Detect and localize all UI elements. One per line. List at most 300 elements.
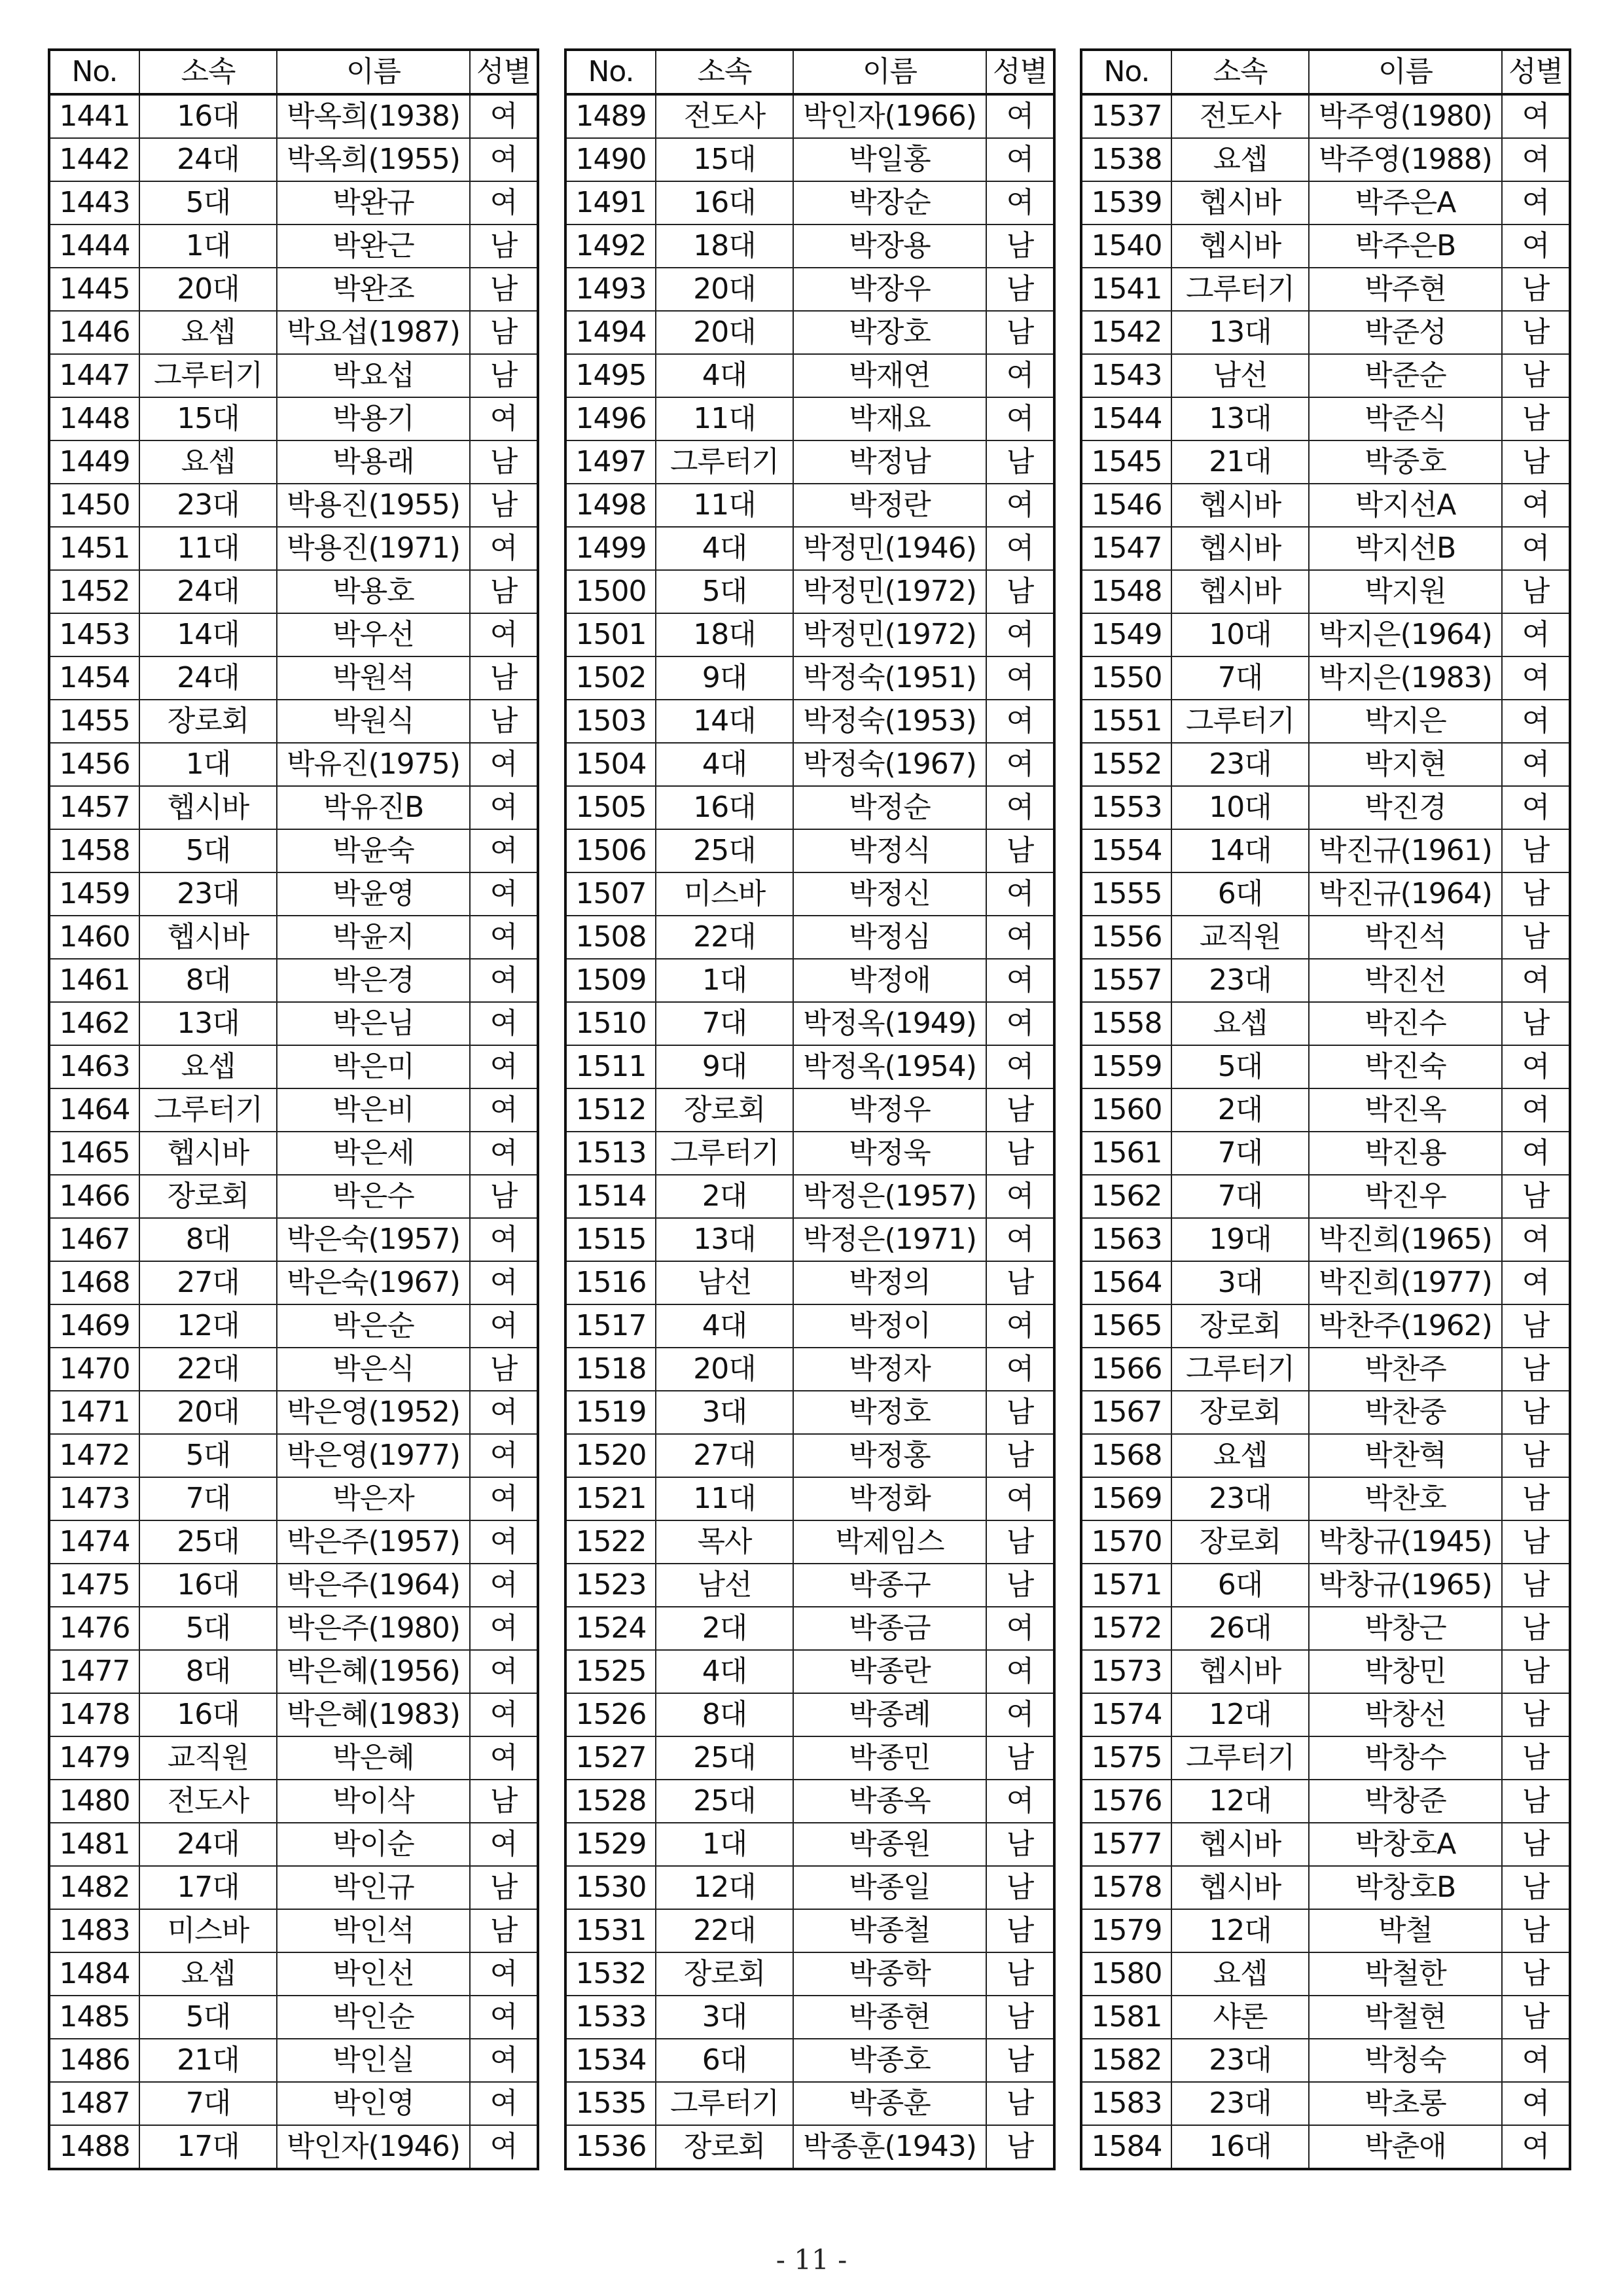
cell-no: 1469 [49, 1304, 139, 1348]
table-row [565, 1261, 1054, 1304]
table-row [1081, 2039, 1570, 2082]
cell-name: 박정옥(1949) [793, 1002, 986, 1045]
cell-gender: 남 [1502, 1909, 1570, 1952]
cell-name: 박인자(1946) [277, 2125, 470, 2169]
cell-gender: 여 [470, 959, 538, 1002]
cell-no: 1458 [49, 829, 139, 872]
cell-name: 박장순 [793, 181, 986, 224]
table-row [49, 224, 538, 268]
table-row [1081, 268, 1570, 311]
cell-name: 박진용 [1309, 1132, 1502, 1175]
cell-group: 남선 [656, 1261, 793, 1304]
cell-no: 1447 [49, 354, 139, 397]
cell-gender: 남 [1502, 397, 1570, 440]
cell-group: 요셉 [1171, 1952, 1309, 1996]
cell-no: 1583 [1081, 2082, 1171, 2125]
cell-group: 10대 [1171, 786, 1309, 829]
cell-group: 24대 [139, 656, 277, 700]
cell-gender: 남 [986, 1823, 1054, 1866]
cell-no: 1545 [1081, 440, 1171, 484]
table-row [565, 1996, 1054, 2039]
cell-no: 1508 [565, 916, 656, 959]
cell-no: 1513 [565, 1132, 656, 1175]
cell-no: 1544 [1081, 397, 1171, 440]
cell-group: 장로회 [139, 700, 277, 743]
cell-gender: 여 [1502, 138, 1570, 181]
cell-name: 박정민(1972) [793, 613, 986, 656]
cell-name: 박요섭(1987) [277, 311, 470, 354]
table-row [1081, 1564, 1570, 1607]
cell-no: 1457 [49, 786, 139, 829]
cell-group: 요셉 [139, 1045, 277, 1088]
cell-no: 1569 [1081, 1477, 1171, 1520]
cell-name: 박진선 [1309, 959, 1502, 1002]
cell-no: 1460 [49, 916, 139, 959]
cell-group: 18대 [656, 613, 793, 656]
cell-group: 미스바 [139, 1909, 277, 1952]
cell-no: 1573 [1081, 1650, 1171, 1693]
cell-gender: 남 [986, 1736, 1054, 1780]
table-row [565, 94, 1054, 138]
cell-gender: 남 [1502, 1348, 1570, 1391]
cell-no: 1538 [1081, 138, 1171, 181]
cell-no: 1441 [49, 94, 139, 138]
cell-name: 박정숙(1967) [793, 743, 986, 786]
cell-no: 1568 [1081, 1434, 1171, 1477]
cell-gender: 남 [986, 1132, 1054, 1175]
table-row [565, 829, 1054, 872]
table-row [49, 743, 538, 786]
cell-gender: 남 [470, 1909, 538, 1952]
cell-gender: 여 [470, 1045, 538, 1088]
table-row [565, 1477, 1054, 1520]
cell-name: 박종구 [793, 1564, 986, 1607]
cell-gender: 남 [470, 440, 538, 484]
cell-gender: 남 [986, 570, 1054, 613]
cell-name: 박정순 [793, 786, 986, 829]
cell-group: 1대 [139, 743, 277, 786]
cell-group: 2대 [656, 1607, 793, 1650]
cell-group: 전도사 [1171, 94, 1309, 138]
cell-no: 1472 [49, 1434, 139, 1477]
cell-no: 1523 [565, 1564, 656, 1607]
cell-no: 1517 [565, 1304, 656, 1348]
cell-name: 박진규(1964) [1309, 872, 1502, 916]
cell-no: 1496 [565, 397, 656, 440]
table-row [1081, 570, 1570, 613]
table-row [1081, 829, 1570, 872]
table-row [1081, 1175, 1570, 1218]
cell-gender: 여 [470, 1823, 538, 1866]
cell-group: 4대 [656, 354, 793, 397]
table-header-row [565, 50, 1054, 94]
cell-group: 23대 [139, 484, 277, 527]
table-row [565, 1391, 1054, 1434]
table-row [49, 1002, 538, 1045]
cell-name: 박은숙(1967) [277, 1261, 470, 1304]
cell-no: 1540 [1081, 224, 1171, 268]
cell-no: 1533 [565, 1996, 656, 2039]
cell-group: 13대 [139, 1002, 277, 1045]
cell-gender: 여 [986, 94, 1054, 138]
cell-gender: 남 [470, 484, 538, 527]
cell-no: 1509 [565, 959, 656, 1002]
header-gender: 성별 [470, 50, 538, 94]
cell-group: 12대 [1171, 1780, 1309, 1823]
cell-name: 박주은A [1309, 181, 1502, 224]
table-row [1081, 1088, 1570, 1132]
cell-gender: 여 [470, 916, 538, 959]
cell-gender: 여 [1502, 1132, 1570, 1175]
table-row [565, 1736, 1054, 1780]
cell-name: 박은주(1957) [277, 1520, 470, 1564]
cell-no: 1575 [1081, 1736, 1171, 1780]
cell-group: 8대 [656, 1693, 793, 1736]
cell-no: 1488 [49, 2125, 139, 2169]
table-row [49, 786, 538, 829]
cell-gender: 남 [986, 1088, 1054, 1132]
cell-group: 장로회 [1171, 1304, 1309, 1348]
table-row [1081, 1434, 1570, 1477]
cell-no: 1584 [1081, 2125, 1171, 2169]
table-row [565, 1952, 1054, 1996]
cell-group: 16대 [139, 1693, 277, 1736]
table-row [565, 872, 1054, 916]
header-gender: 성별 [1502, 50, 1570, 94]
table-row [565, 2125, 1054, 2169]
cell-group: 5대 [656, 570, 793, 613]
cell-gender: 여 [470, 1304, 538, 1348]
cell-no: 1480 [49, 1780, 139, 1823]
cell-group: 16대 [656, 786, 793, 829]
cell-group: 26대 [1171, 1607, 1309, 1650]
cell-name: 박정욱 [793, 1132, 986, 1175]
cell-no: 1556 [1081, 916, 1171, 959]
table-row [49, 440, 538, 484]
table-row [49, 1650, 538, 1693]
cell-group: 1대 [139, 224, 277, 268]
cell-group: 7대 [1171, 656, 1309, 700]
table-row [565, 1823, 1054, 1866]
cell-group: 요셉 [1171, 138, 1309, 181]
cell-name: 박은자 [277, 1477, 470, 1520]
cell-group: 14대 [139, 613, 277, 656]
cell-no: 1507 [565, 872, 656, 916]
cell-gender: 남 [1502, 1780, 1570, 1823]
table-row [565, 786, 1054, 829]
cell-gender: 남 [1502, 916, 1570, 959]
cell-group: 5대 [139, 1434, 277, 1477]
cell-group: 12대 [1171, 1693, 1309, 1736]
header-group: 소속 [139, 50, 277, 94]
cell-name: 박은영(1977) [277, 1434, 470, 1477]
cell-gender: 남 [986, 1996, 1054, 2039]
table-row [565, 527, 1054, 570]
cell-no: 1555 [1081, 872, 1171, 916]
cell-name: 박정은(1971) [793, 1218, 986, 1261]
cell-no: 1516 [565, 1261, 656, 1304]
cell-group: 장로회 [656, 1952, 793, 1996]
table-row [1081, 1261, 1570, 1304]
cell-gender: 여 [986, 181, 1054, 224]
cell-name: 박진우 [1309, 1175, 1502, 1218]
cell-no: 1553 [1081, 786, 1171, 829]
table-row [1081, 656, 1570, 700]
cell-name: 박창근 [1309, 1607, 1502, 1650]
table-row [565, 1693, 1054, 1736]
table-row [565, 1520, 1054, 1564]
cell-name: 박정의 [793, 1261, 986, 1304]
cell-group: 11대 [139, 527, 277, 570]
cell-gender: 여 [986, 1002, 1054, 1045]
cell-no: 1524 [565, 1607, 656, 1650]
cell-name: 박지원 [1309, 570, 1502, 613]
table-row [1081, 224, 1570, 268]
table-row [49, 829, 538, 872]
cell-no: 1448 [49, 397, 139, 440]
cell-no: 1453 [49, 613, 139, 656]
cell-no: 1521 [565, 1477, 656, 1520]
table-row [565, 613, 1054, 656]
cell-name: 박윤숙 [277, 829, 470, 872]
cell-name: 박철 [1309, 1909, 1502, 1952]
cell-gender: 남 [470, 224, 538, 268]
cell-group: 25대 [139, 1520, 277, 1564]
table-header-row [49, 50, 538, 94]
cell-no: 1511 [565, 1045, 656, 1088]
cell-gender: 여 [470, 138, 538, 181]
cell-group: 그루터기 [656, 2082, 793, 2125]
table-row [1081, 138, 1570, 181]
cell-no: 1541 [1081, 268, 1171, 311]
cell-group: 22대 [656, 1909, 793, 1952]
cell-name: 박주영(1988) [1309, 138, 1502, 181]
cell-gender: 남 [470, 1866, 538, 1909]
cell-no: 1539 [1081, 181, 1171, 224]
table-row [49, 1996, 538, 2039]
table-row [1081, 1952, 1570, 1996]
cell-gender: 여 [986, 1477, 1054, 1520]
cell-gender: 남 [986, 1564, 1054, 1607]
cell-group: 그루터기 [656, 1132, 793, 1175]
cell-group: 전도사 [139, 1780, 277, 1823]
cell-name: 박종원 [793, 1823, 986, 1866]
table-row [1081, 484, 1570, 527]
cell-group: 5대 [139, 1996, 277, 2039]
cell-gender: 여 [986, 656, 1054, 700]
cell-name: 박정호 [793, 1391, 986, 1434]
cell-no: 1489 [565, 94, 656, 138]
cell-group: 요셉 [1171, 1434, 1309, 1477]
cell-no: 1494 [565, 311, 656, 354]
cell-no: 1528 [565, 1780, 656, 1823]
cell-no: 1549 [1081, 613, 1171, 656]
cell-gender: 남 [470, 1780, 538, 1823]
cell-group: 3대 [1171, 1261, 1309, 1304]
table-row [1081, 1520, 1570, 1564]
cell-name: 박인실 [277, 2039, 470, 2082]
header-group: 소속 [656, 50, 793, 94]
cell-gender: 여 [470, 1477, 538, 1520]
cell-name: 박창수 [1309, 1736, 1502, 1780]
cell-no: 1547 [1081, 527, 1171, 570]
cell-no: 1454 [49, 656, 139, 700]
cell-gender: 여 [470, 829, 538, 872]
cell-group: 9대 [656, 1045, 793, 1088]
cell-no: 1456 [49, 743, 139, 786]
table-row [49, 1736, 538, 1780]
cell-group: 6대 [1171, 1564, 1309, 1607]
table-row [1081, 1650, 1570, 1693]
cell-name: 박인영 [277, 2082, 470, 2125]
cell-name: 박찬혁 [1309, 1434, 1502, 1477]
cell-group: 그루터기 [656, 440, 793, 484]
cell-gender: 남 [986, 1909, 1054, 1952]
cell-name: 박종란 [793, 1650, 986, 1693]
cell-no: 1474 [49, 1520, 139, 1564]
cell-group: 요셉 [139, 1952, 277, 1996]
table-row [565, 1650, 1054, 1693]
table-row [1081, 1780, 1570, 1823]
header-no: No. [1081, 50, 1171, 94]
cell-gender: 남 [1502, 440, 1570, 484]
table-row [1081, 354, 1570, 397]
cell-group: 남선 [1171, 354, 1309, 397]
table-row [565, 1434, 1054, 1477]
cell-group: 5대 [1171, 1045, 1309, 1088]
cell-name: 박용래 [277, 440, 470, 484]
cell-no: 1468 [49, 1261, 139, 1304]
cell-group: 18대 [656, 224, 793, 268]
cell-gender: 여 [1502, 786, 1570, 829]
cell-gender: 여 [986, 1175, 1054, 1218]
cell-group: 17대 [139, 1866, 277, 1909]
cell-group: 3대 [656, 1996, 793, 2039]
cell-gender: 여 [470, 2082, 538, 2125]
cell-gender: 남 [986, 829, 1054, 872]
cell-gender: 여 [470, 1650, 538, 1693]
cell-no: 1483 [49, 1909, 139, 1952]
table-row [49, 1045, 538, 1088]
cell-no: 1582 [1081, 2039, 1171, 2082]
cell-name: 박종민 [793, 1736, 986, 1780]
cell-no: 1567 [1081, 1391, 1171, 1434]
cell-gender: 여 [986, 527, 1054, 570]
cell-no: 1465 [49, 1132, 139, 1175]
cell-name: 박창규(1945) [1309, 1520, 1502, 1564]
cell-name: 박은혜 [277, 1736, 470, 1780]
cell-name: 박찬중 [1309, 1391, 1502, 1434]
cell-group: 6대 [1171, 872, 1309, 916]
cell-group: 장로회 [656, 1088, 793, 1132]
table-row [1081, 440, 1570, 484]
cell-gender: 남 [986, 1261, 1054, 1304]
cell-gender: 여 [470, 1952, 538, 1996]
cell-name: 박지은 [1309, 700, 1502, 743]
cell-group: 헵시바 [139, 1132, 277, 1175]
cell-name: 박준순 [1309, 354, 1502, 397]
cell-group: 장로회 [1171, 1391, 1309, 1434]
cell-group: 13대 [1171, 397, 1309, 440]
cell-gender: 남 [1502, 1650, 1570, 1693]
cell-gender: 남 [986, 311, 1054, 354]
cell-no: 1442 [49, 138, 139, 181]
cell-gender: 남 [1502, 1996, 1570, 2039]
cell-group: 4대 [656, 1304, 793, 1348]
cell-name: 박정심 [793, 916, 986, 959]
cell-name: 박창선 [1309, 1693, 1502, 1736]
cell-gender: 여 [986, 1218, 1054, 1261]
cell-no: 1577 [1081, 1823, 1171, 1866]
cell-name: 박종호 [793, 2039, 986, 2082]
table-row [49, 138, 538, 181]
cell-group: 미스바 [656, 872, 793, 916]
cell-gender: 여 [470, 527, 538, 570]
cell-name: 박종학 [793, 1952, 986, 1996]
cell-no: 1446 [49, 311, 139, 354]
cell-group: 장로회 [1171, 1520, 1309, 1564]
cell-name: 박종현 [793, 1996, 986, 2039]
cell-name: 박창호A [1309, 1823, 1502, 1866]
cell-name: 박진희(1977) [1309, 1261, 1502, 1304]
cell-no: 1563 [1081, 1218, 1171, 1261]
cell-group: 요셉 [139, 440, 277, 484]
cell-gender: 여 [986, 138, 1054, 181]
cell-name: 박원식 [277, 700, 470, 743]
table-row [1081, 2082, 1570, 2125]
cell-name: 박은님 [277, 1002, 470, 1045]
table-row [49, 1866, 538, 1909]
cell-name: 박이삭 [277, 1780, 470, 1823]
cell-no: 1572 [1081, 1607, 1171, 1650]
cell-group: 16대 [1171, 2125, 1309, 2169]
cell-gender: 남 [986, 1952, 1054, 1996]
table-row [1081, 916, 1570, 959]
cell-no: 1499 [565, 527, 656, 570]
cell-name: 박옥희(1955) [277, 138, 470, 181]
cell-no: 1546 [1081, 484, 1171, 527]
table-row [1081, 2125, 1570, 2169]
cell-name: 박용기 [277, 397, 470, 440]
cell-group: 14대 [656, 700, 793, 743]
table-row [1081, 1218, 1570, 1261]
cell-group: 헵시바 [1171, 1823, 1309, 1866]
cell-no: 1514 [565, 1175, 656, 1218]
cell-gender: 여 [986, 1650, 1054, 1693]
table-row [1081, 1996, 1570, 2039]
cell-name: 박지현 [1309, 743, 1502, 786]
cell-name: 박완조 [277, 268, 470, 311]
cell-name: 박종철 [793, 1909, 986, 1952]
cell-no: 1581 [1081, 1996, 1171, 2039]
cell-no: 1561 [1081, 1132, 1171, 1175]
cell-name: 박인규 [277, 1866, 470, 1909]
cell-gender: 여 [470, 181, 538, 224]
cell-group: 23대 [1171, 959, 1309, 1002]
table-row [565, 570, 1054, 613]
cell-no: 1498 [565, 484, 656, 527]
cell-no: 1531 [565, 1909, 656, 1952]
cell-gender: 여 [986, 613, 1054, 656]
cell-name: 박진희(1965) [1309, 1218, 1502, 1261]
cell-no: 1451 [49, 527, 139, 570]
cell-name: 박진규(1961) [1309, 829, 1502, 872]
cell-gender: 여 [986, 397, 1054, 440]
table-header-row [1081, 50, 1570, 94]
cell-no: 1478 [49, 1693, 139, 1736]
cell-name: 박용호 [277, 570, 470, 613]
cell-name: 박은순 [277, 1304, 470, 1348]
